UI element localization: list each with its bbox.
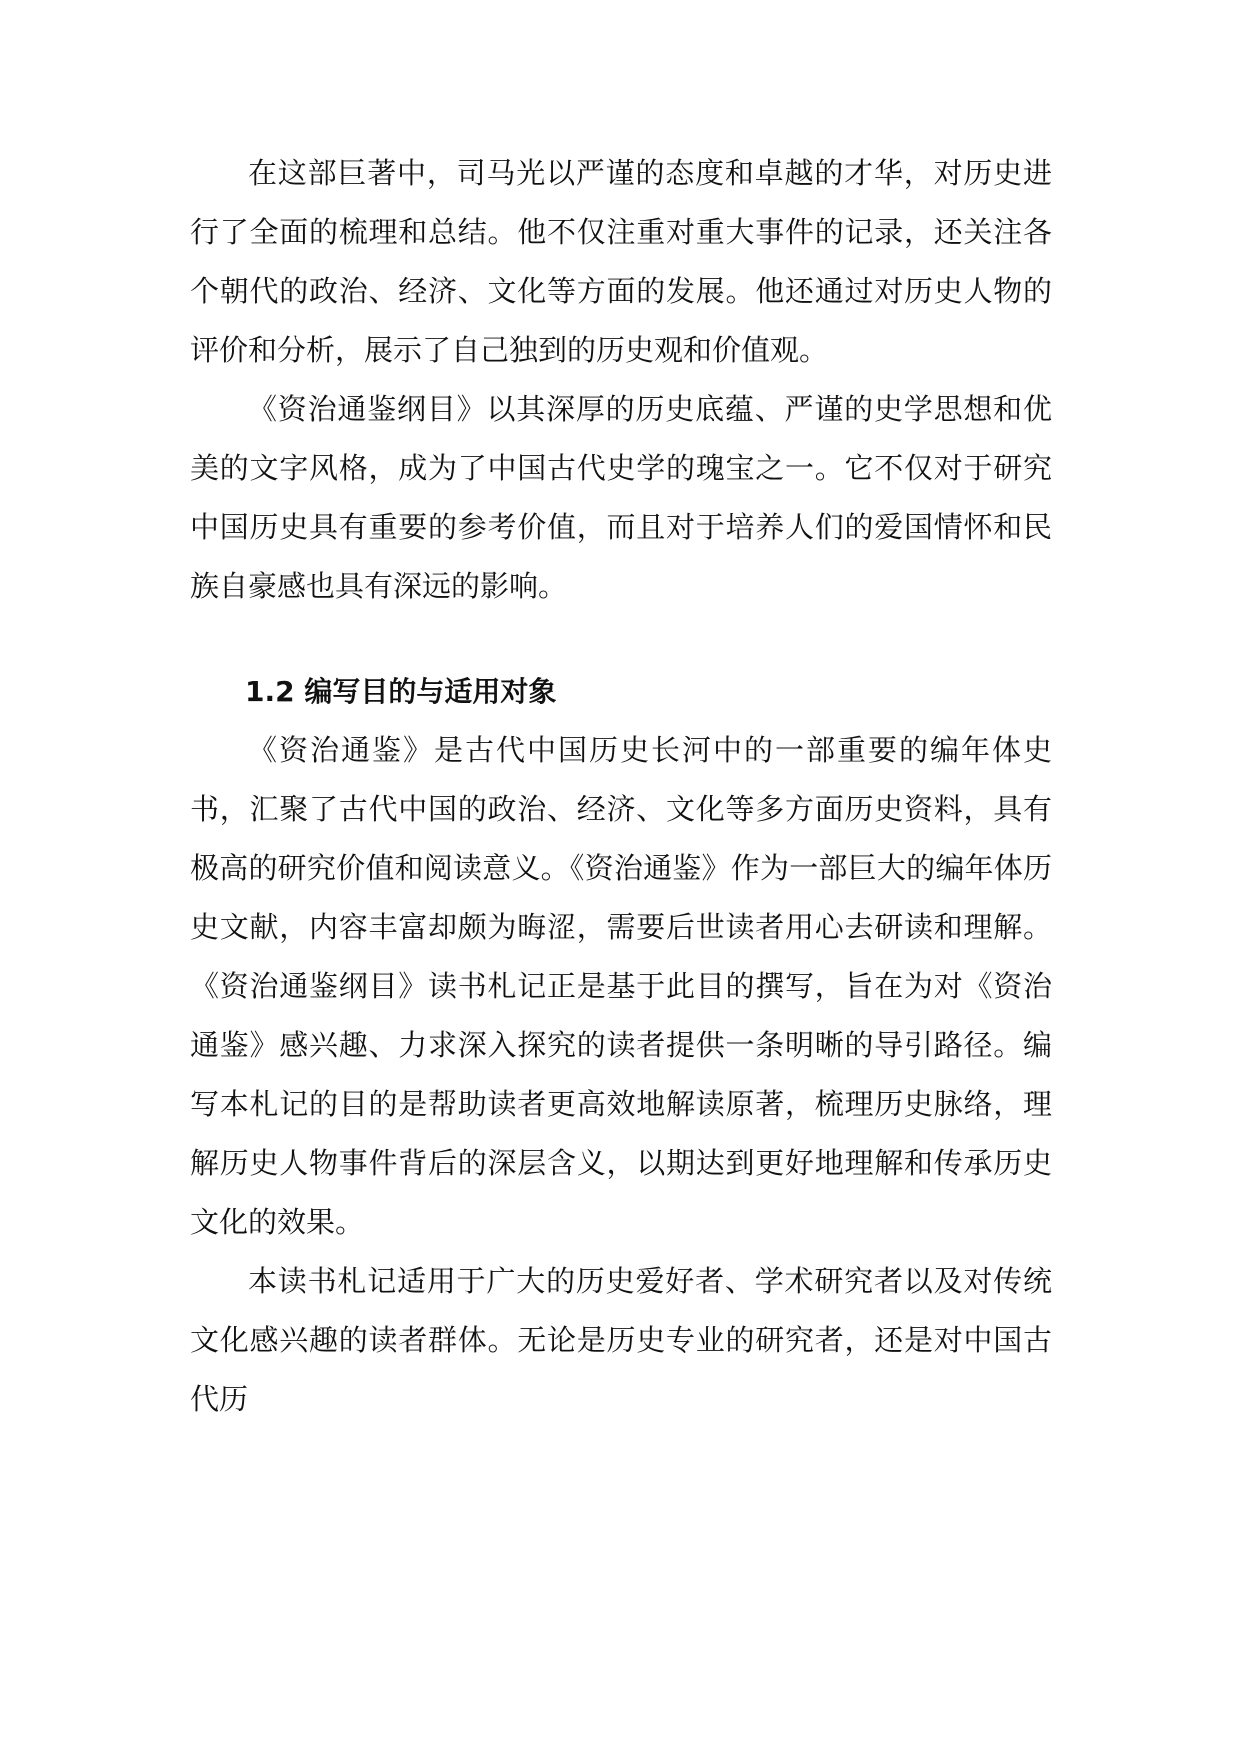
body-paragraph: 《资治通鉴纲目》以其深厚的历史底蕴、严谨的史学思想和优美的文字风格，成为了中国古代史学的瑰宝之一。它不仅对于研究中国历史具有重要的参考价值，而且对于培养人们的爱国情怀和民族自豪感也具有深远的影响。	[190, 392, 1052, 603]
section-heading: 1.2 编写目的与适用对象	[245, 675, 557, 708]
body-paragraph: 《资治通鉴》是古代中国历史长河中的一部重要的编年体史书，汇聚了古代中国的政治、经济、文化等多方面历史资料，具有极高的研究价值和阅读意义。《资治通鉴》作为一部巨大的编年体历史文献，内容丰富却颇为晦涩，需要后世读者用心去研读和理解。《资治通鉴纲目》读书札记正是基于此目的撰写，旨在为对《资治通鉴》感兴趣、力求深入探究的读者提供一条明晰的导引路径。编写本札记的目的是帮助读者更高效地解读原著，梳理历史脉络，理解历史人物事件背后的深层含义，以期达到更好地理解和传承历史文化的效果。	[190, 733, 1052, 1239]
document-body	[190, 144, 1052, 1429]
body-paragraph: 在这部巨著中，司马光以严谨的态度和卓越的才华，对历史进行了全面的梳理和总结。他不仅注重对重大事件的记录，还关注各个朝代的政治、经济、文化等方面的发展。他还通过对历史人物的评价和分析，展示了自己独到的历史观和价值观。	[190, 156, 1052, 367]
body-paragraph: 本读书札记适用于广大的历史爱好者、学术研究者以及对传统文化感兴趣的读者群体。无论是历史专业的研究者，还是对中国古代历	[190, 1264, 1052, 1416]
